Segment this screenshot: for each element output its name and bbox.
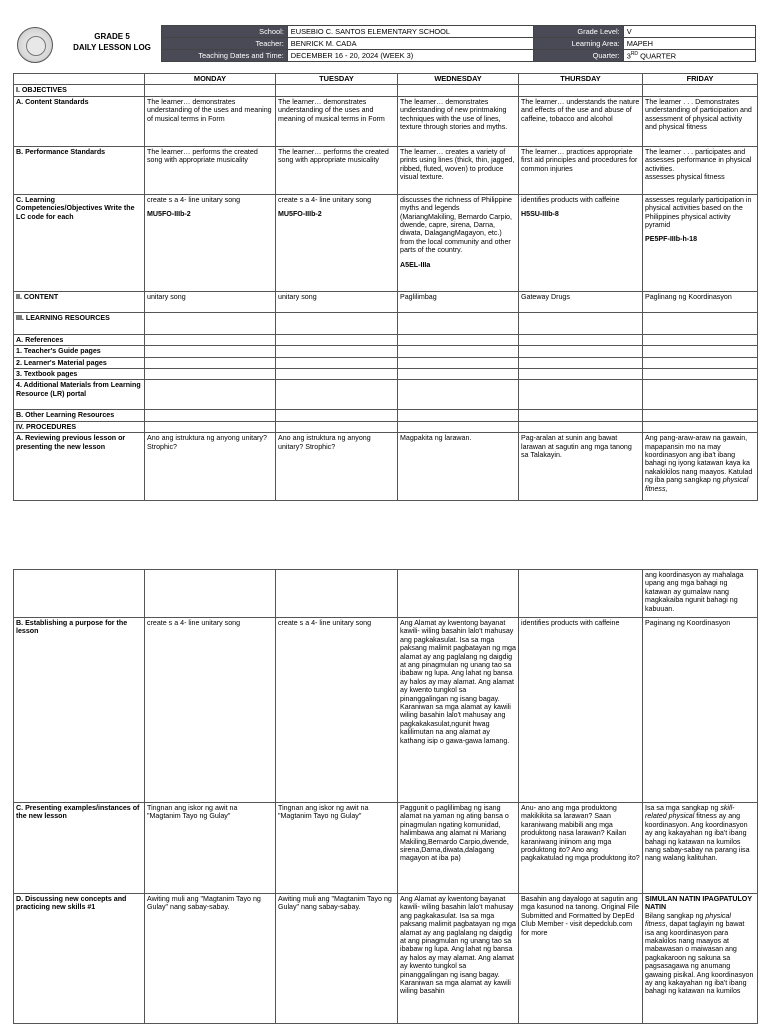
content-row [14, 291, 758, 312]
learners-material-row [14, 357, 758, 368]
proc-c-friday: Isa sa mga sangkap ng skill-related physical fitness ay ang koordinasyon. Ang koordinasyon ay ang kakayahan ng iba't ibang bahagi ng katawan na kumilos nang sabay-sabay na parang iisa nang walang kalituhan. [643, 803, 758, 894]
day-monday: MONDAY [145, 74, 276, 85]
content-friday: Paglinang ng Koordinasyon [643, 291, 758, 312]
proc-a-continuation-row [14, 570, 758, 618]
procedures-label: IV. PROCEDURES [14, 421, 145, 432]
proc-c-monday: Tingnan ang iskor ng awit na "Magtanim Tayo ng Gulay" [145, 803, 276, 894]
competencies-label: C. Learning Competencies/Objectives Write the LC code for each [14, 194, 145, 291]
learning-area-label: Learning Area: [533, 38, 623, 50]
dll-label: DAILY LESSON LOG [73, 43, 151, 52]
teachers-guide-row [14, 346, 758, 357]
textbook-row [14, 369, 758, 380]
day-tuesday: TUESDAY [276, 74, 398, 85]
ps-monday: The learner… performs the created song with appropriate musicality [145, 146, 276, 194]
lc-code-tuesday: MU5FO-IIIb-2 [278, 210, 322, 219]
teachers-guide-label: 1. Teacher's Guide pages [14, 346, 145, 357]
day-header-row [14, 74, 758, 85]
proc-c-tuesday: Tingnan ang iskor ng awit na "Magtanim Tayo ng Gulay" [276, 803, 398, 894]
proc-c-wednesday: Paggunit o paglilimbag ng isang alamat na yaman ng ating bansa o pinagmulan ngating komunidad, halimbawa ang alamat ni Mariang Makiling,Bernardo Carpio,dwende, sirena,Darna,diwata,dalagang magayon at iba pa) [398, 803, 519, 894]
proc-b-thursday: identifies products with caffeine [519, 618, 643, 803]
proc-c-label: C. Presenting examples/instances of the new lesson [14, 803, 145, 894]
proc-a-tuesday: Ano ang istruktura ng anyong unitary? Strophic? [276, 433, 398, 501]
lc-thursday: identifies products with caffeine H5SU-IIIb-8 [519, 194, 643, 291]
proc-d-wednesday: Ang Alamat ay kwentong bayanat kawili- wiling basahin lalo't mahusay ang pagkakasulat. Isa sa mga paksang malimit pagbatayan ng mga alamat ay ang paglalang ng daigdig at ang pinagmulan ng unang tao sa ibabaw ng lupa. Ang lahat ng bansa ay halos ay may alamat. Ang alamat ay kwento tungkol sa pinanggalingan ng isang bagay. Karaniwan sa mga alamat ay kawili wiling basahin [398, 894, 519, 1024]
textbook-label: 3. Textbook pages [14, 369, 145, 380]
grade-label: GRADE 5 [94, 32, 130, 41]
quarter-label: Quarter: [533, 50, 623, 62]
grade-level-value: V [623, 26, 755, 38]
day-thursday: THURSDAY [519, 74, 643, 85]
school-value: EUSEBIO C. SANTOS ELEMENTARY SCHOOL [287, 26, 533, 38]
objectives-label: I. OBJECTIVES [14, 85, 145, 96]
content-standards-label: A. Content Standards [14, 96, 145, 146]
content-thursday: Gateway Drugs [519, 291, 643, 312]
content-wednesday: Paglilimbag [398, 291, 519, 312]
lc-tuesday: create s a 4- line unitary song MU5FO-IIIb-2 [276, 194, 398, 291]
proc-b-label: B. Establishing a purpose for the lesson [14, 618, 145, 803]
content-tuesday: unitary song [276, 291, 398, 312]
ps-friday: The learner . . . participates and assesses performance in physical activities. assesses physical fitness [643, 146, 758, 194]
performance-standards-label: B. Performance Standards [14, 146, 145, 194]
proc-b-tuesday: create s a 4- line unitary song [276, 618, 398, 803]
proc-d-friday: SIMULAN NATIN IPAGPATULOY NATIN Bilang sangkap ng physical fitness, dapat taglayin ng bawat isa ang koordinasyon para makakilos nang maayos at mabawasan o maiwasan ang pagkakaroon ng sakuna sa pagsasagawa ng anumang gawaing pisikal. Ang koordinasyon ay ang kakayahan ng iba't ibang bahagi ng katawan na kumilos [643, 894, 758, 1024]
proc-d-monday: Awiting muli ang "Magtanim Tayo ng Gulay" nang sabay-sabay. [145, 894, 276, 1024]
cs-friday: The learner . . . Demonstrates understanding of participation and assessment of physical activity and physical fitness [643, 96, 758, 146]
day-wednesday: WEDNESDAY [398, 74, 519, 85]
proc-a-wednesday: Magpakita ng larawan. [398, 433, 519, 501]
dates-label: Teaching Dates and Time: [162, 50, 288, 62]
lc-code-wednesday: A5EL-IIIa [400, 260, 431, 269]
references-label: A. References [14, 334, 145, 345]
lc-code-monday: MU5FO-IIIb-2 [147, 210, 191, 219]
content-standards-row [14, 96, 758, 146]
lesson-table-part2 [13, 569, 758, 1024]
grade-title [57, 31, 167, 53]
content-monday: unitary song [145, 291, 276, 312]
proc-a-friday-continued: ang koordinasyon ay mahalaga upang ang mga bahagi ng katawan ay gumalaw nang magkakaiba ngunit bahagi ng kabuuan. [643, 570, 758, 618]
dll-header [13, 23, 756, 65]
proc-b-wednesday: Ang Alamat ay kwentong bayanat kawili- wiling basahin lalo't mahusay ang pagkakasulat. Isa sa mga paksang malimit pagbatayan ng mga alamat ay ang paglalang ng daigdig at ang pinagmulan ng unang tao sa ibabaw ng lupa. Ang lahat ng bansa ay halos ay may alamat. Ang alamat ay kwento tungkol sa pinanggalingan ng isang bagay. Karaniwan sa mga alamat ay kawili wiling basahin lalo't mahusay ang pagkakakasulat,ngunit hwag kalilimutan na ang alamat ay kathang isip o gawa-gawa lamang. [398, 618, 519, 803]
lc-monday: create s a 4- line unitary song MU5FO-IIIb-2 [145, 194, 276, 291]
cs-tuesday: The learner… demonstrates understanding of the uses and meaning of musical terms in Form [276, 96, 398, 146]
proc-a-label: A. Reviewing previous lesson or presenting the new lesson [14, 433, 145, 501]
header-info-table [161, 25, 756, 62]
proc-a-friday: Ang pang-araw-araw na gawain, mapapansin mo na may koordinasyon ang iba't ibang bahagi ng iyong katawan kaya ka nakakikilos nang maayos. Katulad ng iba pang sangkap ng physical fitness, [643, 433, 758, 501]
proc-c-thursday: Anu- ano ang mga produktong makikikita sa larawan? Saan karaniwang mabibili ang mga produktong nasa larawan? Kailan karaniwang iniinom ang mga produktong ito? Ano ang pagkakatulad ng mga produktong ito? [519, 803, 643, 894]
performance-standards-row [14, 146, 758, 194]
learning-resources-label: III. LEARNING RESOURCES [14, 312, 145, 334]
teacher-value: BENRICK M. CADA [287, 38, 533, 50]
proc-d-thursday: Basahin ang dayalogo at sagutin ang mga kasunod na tanong. Original File Submitted and Formatted by DepEd Club Member - visit depedclub.com for more [519, 894, 643, 1024]
learning-area-value: MAPEH [623, 38, 755, 50]
proc-b-monday: create s a 4- line unitary song [145, 618, 276, 803]
lc-wednesday: discusses the richness of Philippine myths and legends (MariangMakiling, Bernardo Carpio, dwende, capre, sirena, Darna, diwata, DalagangMagayon, etc.) from the local community and other parts of the country. A5EL-IIIa [398, 194, 519, 291]
grade-level-label: Grade Level: [533, 26, 623, 38]
proc-b-row [14, 618, 758, 803]
other-resources-row [14, 410, 758, 421]
ps-wednesday: The learner… creates a variety of prints using lines (thick, thin, jagged, ribbed, fluted, woven) to produce visual texture. [398, 146, 519, 194]
lesson-table-part1 [13, 73, 758, 501]
other-resources-label: B. Other Learning Resources [14, 410, 145, 421]
proc-a-thursday: Pag-aralan at sunin ang bawat larawan at sagutin ang mga tanong sa Talakayin. [519, 433, 643, 501]
ps-tuesday: The learner… performs the created song with appropriate musicality [276, 146, 398, 194]
proc-a-row [14, 433, 758, 501]
cs-wednesday: The learner… demonstrates understanding of new printmaking techniques with the use of lines, texture through stories and myths. [398, 96, 519, 146]
ps-thursday: The learner… practices appropriate first aid principles and procedures for common injuries [519, 146, 643, 194]
learning-resources-row [14, 312, 758, 334]
references-row [14, 334, 758, 345]
lc-friday: assesses regularly participation in physical activities based on the Philippines physical activity pyramid PE5PF-IIIb-h-18 [643, 194, 758, 291]
day-friday: FRIDAY [643, 74, 758, 85]
cs-monday: The learner… demonstrates understanding of the uses and meaning of musical terms in Form [145, 96, 276, 146]
lc-code-thursday: H5SU-IIIb-8 [521, 210, 559, 219]
proc-d-label: D. Discussing new concepts and practicing new skills #1 [14, 894, 145, 1024]
teacher-label: Teacher: [162, 38, 288, 50]
lc-code-friday: PE5PF-IIIb-h-18 [645, 235, 698, 244]
deped-seal-icon [17, 27, 53, 63]
proc-c-row [14, 803, 758, 894]
school-label: School: [162, 26, 288, 38]
competencies-row [14, 194, 758, 291]
objectives-row [14, 85, 758, 96]
proc-d-tuesday: Awiting muli ang "Magtanim Tayo ng Gulay" nang sabay-sabay. [276, 894, 398, 1024]
proc-b-friday: Paginang ng Koordinasyon [643, 618, 758, 803]
dates-value: DECEMBER 16 - 20, 2024 (WEEK 3) [287, 50, 533, 62]
corner-cell [14, 74, 145, 85]
procedures-row [14, 421, 758, 432]
learners-material-label: 2. Learner's Material pages [14, 357, 145, 368]
proc-a-monday: Ano ang istruktura ng anyong unitary? Strophic? [145, 433, 276, 501]
proc-d-row [14, 894, 758, 1024]
content-label: II. CONTENT [14, 291, 145, 312]
quarter-value: 3RD QUARTER [623, 50, 755, 62]
cs-thursday: The learner… understands the nature and effects of the use and abuse of caffeine, tobacco and alcohol [519, 96, 643, 146]
additional-materials-row [14, 380, 758, 410]
additional-materials-label: 4. Additional Materials from Learning Resource (LR) portal [14, 380, 145, 410]
